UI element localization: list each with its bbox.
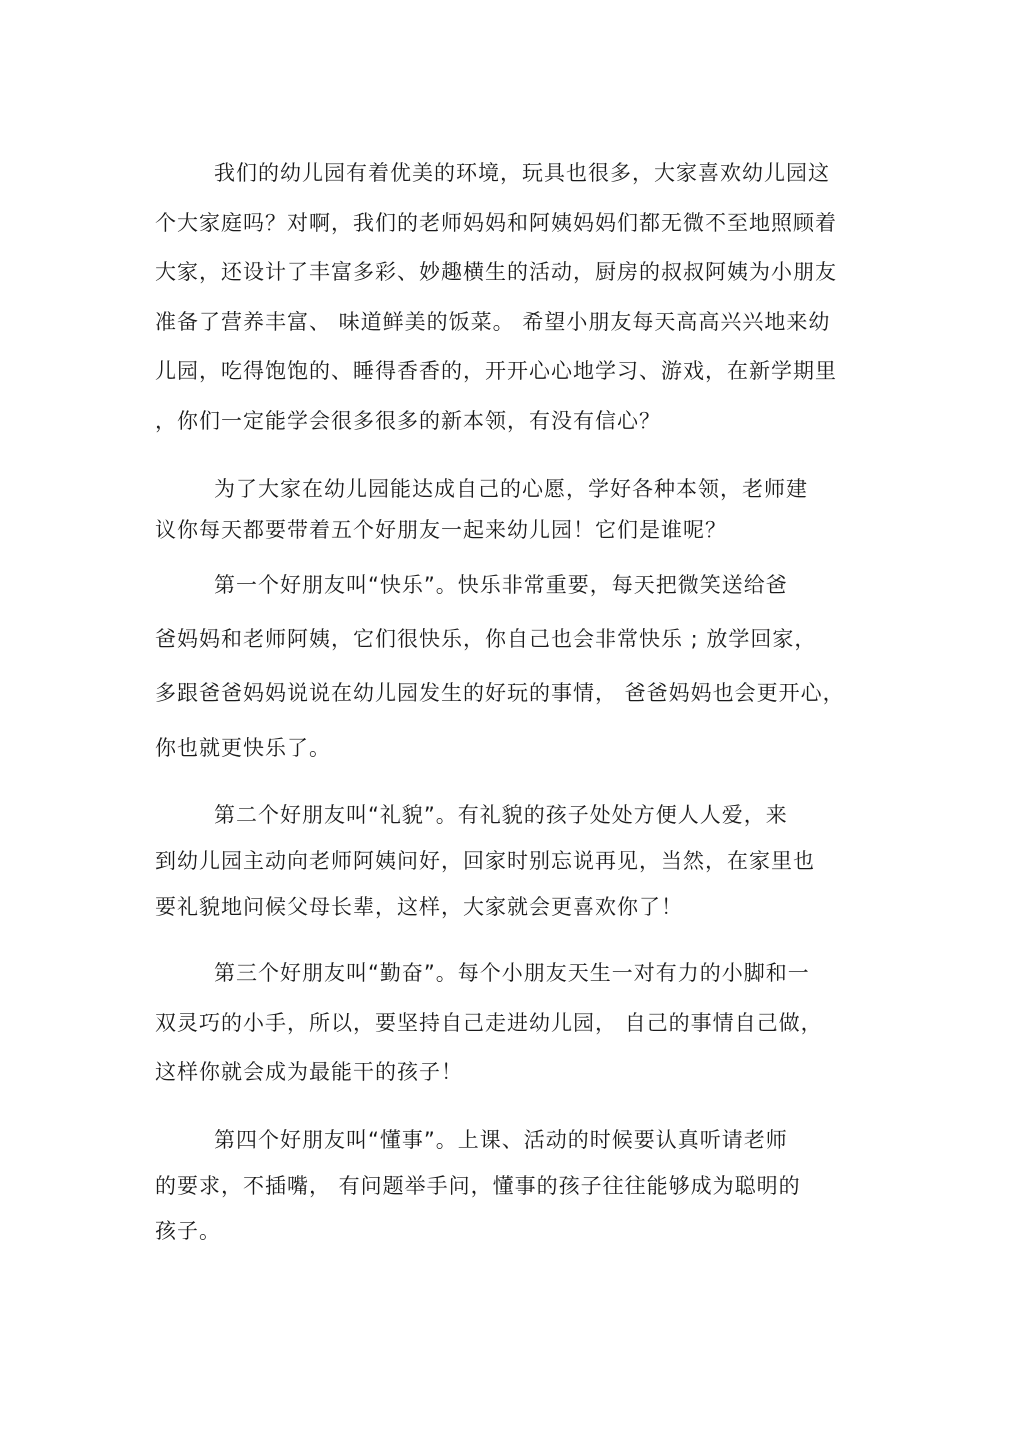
text-line: 你也就更快乐了。 (155, 736, 331, 760)
text-line: 这样你就会成为最能干的孩子！ (155, 1060, 463, 1084)
text-line: 第四个好朋友叫“懂事”。上课、活动的时候要认真听请老师 (214, 1128, 788, 1152)
text-line: 孩子。 (155, 1219, 221, 1243)
text-line: 爸妈妈和老师阿姨，它们很快乐，你自己也会非常快乐 ; 放学回家， (155, 627, 817, 651)
text-line: 要礼貌地问候父母长辈，这样，大家就会更喜欢你了！ (155, 895, 683, 919)
text-line: 第一个好朋友叫“快乐”。快乐非常重要，每天把微笑送给爸 (214, 573, 788, 597)
text-line: 准备了营养丰富、 味道鲜美的饭菜。 希望小朋友每天高高兴兴地来幼 (155, 310, 831, 334)
text-line: ，你们一定能学会很多很多的新本领，有没有信心？ (155, 409, 661, 433)
text-line: 个大家庭吗？对啊，我们的老师妈妈和阿姨妈妈们都无微不至地照顾着 (155, 211, 837, 235)
text-line: 第二个好朋友叫“礼貌”。有礼貌的孩子处处方便人人爱，来 (214, 803, 788, 827)
text-line: 多跟爸爸妈妈说说在幼儿园发生的好玩的事情， 爸爸妈妈也会更开心， (155, 681, 845, 705)
text-line: 议你每天都要带着五个好朋友一起来幼儿园！它们是谁呢？ (155, 518, 727, 542)
text-line: 为了大家在幼儿园能达成自己的心愿，学好各种本领，老师建 (214, 477, 808, 501)
text-line: 儿园，吃得饱饱的、睡得香香的，开开心心地学习、游戏，在新学期里 (155, 359, 837, 383)
text-line: 双灵巧的小手，所以，要坚持自己走进幼儿园， 自己的事情自己做， (155, 1011, 823, 1035)
text-line: 大家，还设计了丰富多彩、妙趣横生的活动，厨房的叔叔阿姨为小朋友 (155, 260, 837, 284)
text-line: 第三个好朋友叫“勤奋”。每个小朋友天生一对有力的小脚和一 (214, 961, 810, 985)
text-line: 的要求，不插嘴， 有问题举手问，懂事的孩子往往能够成为聪明的 (155, 1174, 801, 1198)
text-line: 我们的幼儿园有着优美的环境，玩具也很多，大家喜欢幼儿园这 (214, 161, 830, 185)
text-line: 到幼儿园主动向老师阿姨问好，回家时别忘说再见，当然，在家里也 (155, 849, 815, 873)
